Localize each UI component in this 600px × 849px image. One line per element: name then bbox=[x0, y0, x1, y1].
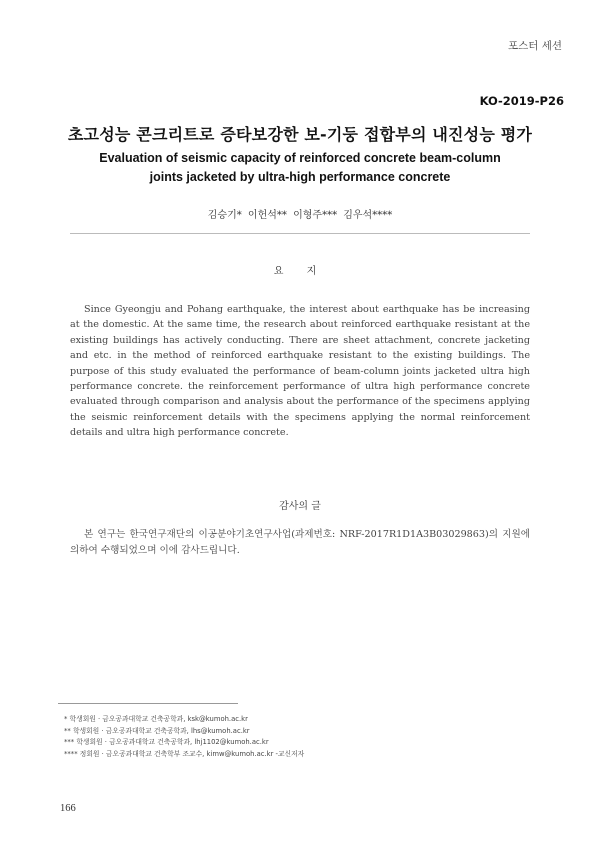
acknowledgement-heading: 감사의 글 bbox=[279, 501, 321, 512]
footnote-author-2: ** 학생회원 · 금오공과대학교 건축공학과, lhs@kumoh.ac.kr bbox=[64, 726, 250, 735]
footnotes bbox=[64, 713, 304, 759]
abstract-heading: 요 지 bbox=[273, 266, 327, 277]
english-title-line-2: joints jacketed by ultra-high performance concrete bbox=[149, 170, 451, 184]
paper-code: KO-2019-P26 bbox=[479, 94, 564, 108]
acknowledgement-body: 본 연구는 한국연구재단의 이공분야기초연구사업(과제번호: NRF-2017R1D1A3B03029863)의 지원에 의하여 수행되었으며 이에 감사드립니다. bbox=[70, 529, 530, 556]
footnote-author-3: *** 학생회원 · 금오공과대학교 건축공학과, lhj1102@kumoh.ac.kr bbox=[64, 738, 269, 746]
footnote-author-1: * 학생회원 · 금오공과대학교 건축공학과, ksk@kumoh.ac.kr bbox=[64, 715, 248, 723]
author-list: 김승기* 이헌석** 이형주*** 김우석**** bbox=[207, 210, 393, 221]
korean-title: 초고성능 콘크리트로 증타보강한 보-기둥 접합부의 내진성능 평가 bbox=[67, 125, 533, 144]
english-title-line-1: Evaluation of seismic capacity of reinforced concrete beam-column bbox=[99, 151, 501, 165]
page-number: 166 bbox=[60, 803, 76, 814]
section-label: 포스터 세션 bbox=[507, 40, 562, 52]
footnote-author-4: **** 정회원 · 금오공과대학교 건축학부 조교수, kimw@kumoh.ac.kr -교신저자 bbox=[64, 749, 305, 758]
header-divider bbox=[70, 233, 530, 234]
footnote-divider bbox=[58, 703, 238, 704]
abstract-body: Since Gyeongju and Pohang earthquake, the interest about earthquake has be increasing at the domestic. At the same time, the research about reinforced earthquake resistant at the existing buildings has actively conducting. There are sheet attachment, concrete jacketing and etc. in the method of reinforced earthquake resistant to the existing buildings. The purpose of this study evaluated the performance of beam-column joints jacketed ultra high performance concrete. the reinforcement performance of ultra high performance concrete evaluated through comparison and analysis about the performance of the specimens applying the seismic reinforcement details with the specimens applying the normal reinforcement details and ultra high performance concrete. bbox=[70, 304, 530, 439]
